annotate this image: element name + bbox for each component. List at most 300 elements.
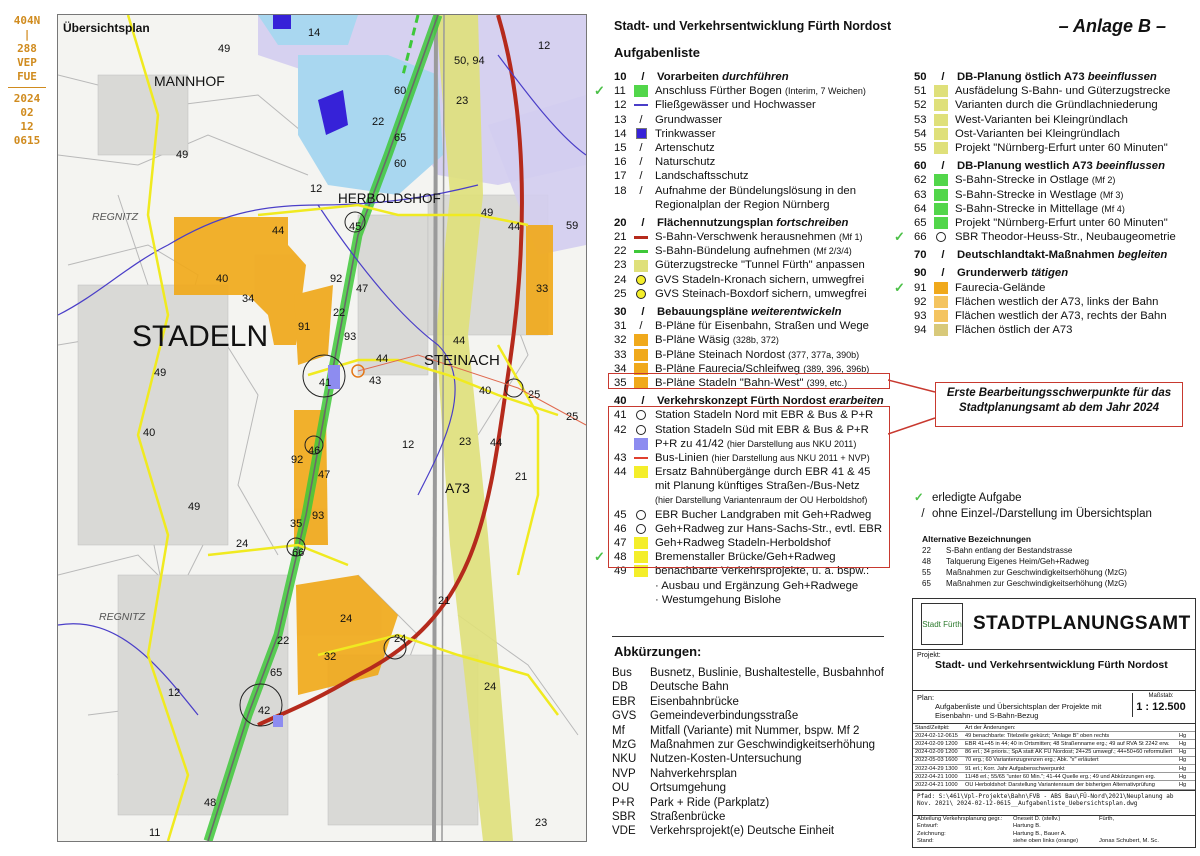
task-item [914, 84, 1194, 98]
task-number: 63 [914, 188, 927, 201]
task-number: 20 [614, 216, 627, 229]
map-number: 34 [242, 293, 255, 305]
slash-icon: / [639, 141, 643, 154]
slash-icon: / [639, 156, 643, 169]
project-name: Stadt- und Verkehrsentwicklung Fürth Nordost [935, 659, 1168, 671]
task-item [614, 169, 904, 183]
map-number: 47 [318, 469, 331, 481]
task-item [614, 579, 904, 593]
map-number: 12 [310, 183, 323, 195]
map-number: 40 [216, 273, 229, 285]
task-label: Station Stadeln Süd mit EBR & Bus & P+R [655, 423, 869, 436]
task-text [655, 287, 867, 301]
task-item [614, 127, 904, 141]
blank-spacer [634, 199, 648, 211]
abbreviation-item [612, 781, 884, 795]
abbreviation-key: P+R [612, 796, 635, 809]
alt-key: 65 [922, 579, 931, 588]
task-label: S-Bahn-Strecke in Ostlage [955, 174, 1092, 187]
change-log-table [913, 724, 1195, 790]
overview-map[interactable] [57, 14, 587, 842]
task-list-title: Aufgabenliste [614, 45, 700, 60]
abbreviation-item [612, 695, 884, 709]
slash-icon: / [921, 508, 925, 520]
task-number: 30 [614, 306, 627, 318]
map-number: 46 [308, 445, 321, 457]
task-text [655, 155, 715, 169]
signature-row [913, 838, 1195, 846]
task-label: Ausfädelung S-Bahn- und Güterzugstrecke [955, 85, 1171, 98]
map-number: 23 [456, 95, 469, 107]
blueline-swatch-icon [634, 99, 648, 111]
task-text [955, 323, 1072, 337]
abbreviation-key: EBR [612, 695, 636, 708]
task-label: Flächen westlich der A73, rechts der Bahn [955, 310, 1167, 322]
change-row [913, 756, 1195, 764]
file-path: S:\461\Vpl-Projekte\Bahn\FVB - ABS Bau\FÜ-Nord\2021\Neuplanung ab Nov. 2021\ 2024-02-12-0615__Aufgabenliste_Uebersichtsplan.dwg [917, 792, 1174, 807]
task-label: Projekt "Nürnberg-Erfurt unter 60 Minuten" [955, 216, 1168, 229]
slash-icon: / [941, 160, 945, 173]
map-number: 42 [258, 705, 271, 717]
task-text [955, 113, 1128, 127]
task-item [614, 155, 904, 169]
task-label: DB-Planung östlich A73 [957, 71, 1088, 83]
change-cell: EBR 41+45 in 44; 40 in Ortsmitten; 48 Straßenname erg.; 49 auf RVA St 2242 erw. [963, 740, 1177, 748]
map-number: 23 [535, 817, 548, 829]
task-text [657, 70, 789, 84]
alt-key: 55 [922, 568, 931, 577]
abbreviation-item [612, 680, 884, 694]
task-text [657, 305, 842, 319]
redline-swatch-icon [634, 231, 648, 243]
map-number: 44 [490, 437, 503, 449]
olive-swatch-icon [634, 260, 648, 272]
place-regnitz-south: REGNITZ [99, 611, 146, 623]
task-list-right [894, 66, 1194, 337]
task-number: 48 [614, 551, 627, 564]
check-icon: ✓ [914, 492, 924, 504]
abbreviation-value: Nahverkehrsplan [650, 767, 737, 780]
green-swatch-icon [934, 189, 948, 201]
task-text [657, 216, 848, 230]
task-label: Vorarbeiten [657, 71, 723, 83]
alt-item [922, 578, 1127, 589]
task-text [957, 70, 1157, 84]
abbreviation-key: Mf [612, 724, 625, 737]
task-text [955, 295, 1158, 309]
task-label: S-Bahn-Strecke in Mittellage [955, 202, 1102, 215]
task-number: 15 [614, 141, 627, 154]
yellow-circle-icon [634, 288, 648, 300]
legend-none: ohne Einzel-/Darstellung im Übersichtsplan [932, 508, 1152, 520]
olive-swatch-icon [934, 142, 948, 154]
task-item [614, 593, 904, 607]
stamp-code-line: 288 [17, 42, 37, 55]
map-number: 22 [277, 635, 290, 647]
alt-key: 22 [922, 546, 931, 555]
task-label: Aufnahme der Bündelungslösung in den [655, 184, 856, 197]
map-number: 25 [528, 389, 541, 401]
task-number: 45 [614, 508, 627, 521]
task-item [614, 287, 904, 301]
slash-icon: / [641, 216, 645, 229]
task-label: Landschaftsschutz [655, 170, 749, 183]
alt-item [922, 556, 1127, 567]
change-cell [1177, 724, 1195, 732]
task-number: 22 [614, 245, 627, 258]
plan-label: Plan: [917, 693, 935, 702]
task-label: Fließgewässer und Hochwasser [655, 99, 816, 112]
signature-cell [1099, 823, 1189, 831]
task-number: 32 [614, 334, 627, 347]
task-text [955, 230, 1176, 244]
stamp-date-line: 0615 [13, 134, 41, 147]
place-mannhof: MANNHOF [154, 73, 225, 89]
change-cell: 91 erl.; Korr. Jahr Aufgabenschwerpunkt [963, 764, 1177, 772]
project-label: Projekt: [917, 652, 941, 659]
task-number: 43 [614, 451, 627, 464]
change-row [913, 764, 1195, 772]
check-icon: ✓ [594, 83, 605, 99]
task-label: SBR Theodor-Heuss-Str., Neubaugeometrie [955, 231, 1176, 244]
task-text [955, 202, 1125, 216]
slash-icon: / [641, 71, 645, 83]
task-note: (Mf 4) [1101, 203, 1125, 214]
task-number: 17 [614, 170, 627, 183]
abbreviation-value: Gemeindeverbindungsstraße [650, 710, 799, 723]
task-number: 31 [614, 320, 627, 333]
annex-label: – Anlage B – [1058, 16, 1166, 36]
check-icon: ✓ [894, 229, 905, 245]
task-item [614, 198, 904, 212]
map-number: 35 [290, 518, 303, 530]
task-text [655, 127, 715, 141]
task-number: 93 [914, 310, 927, 322]
task-number: 66 [914, 231, 927, 244]
map-number: 40 [143, 427, 156, 439]
task-label: Bebauungspläne [657, 306, 752, 318]
slash-icon: / [641, 395, 645, 408]
task-note: (hier Darstellung aus NKU 2011 + NVP) [711, 452, 870, 463]
map-number: 49 [481, 207, 494, 219]
map-number: 91 [298, 321, 311, 333]
abbreviation-item [612, 824, 884, 838]
task-number: 50 [914, 71, 927, 83]
abbreviation-item [612, 738, 884, 752]
task-label: DB-Planung westlich A73 [957, 160, 1096, 173]
task-text [655, 273, 864, 287]
task-item [914, 202, 1194, 216]
task-text [655, 98, 816, 112]
green-swatch-icon [934, 217, 948, 229]
abbreviation-key: OU [612, 782, 630, 795]
task-label: · Ausbau und Ergänzung Geh+Radwege [655, 579, 859, 592]
task-text [655, 169, 749, 183]
change-row [913, 732, 1195, 740]
task-verb: tätigen [1031, 267, 1069, 280]
map-number: 12 [402, 439, 415, 451]
task-label: Verkehrskonzept Fürth Nordost [657, 395, 829, 408]
task-number: 10 [614, 71, 627, 83]
task-number: 91 [914, 281, 927, 294]
task-number: 60 [914, 160, 927, 173]
abbreviations-list [612, 666, 884, 839]
task-label: GVS Steinach-Boxdorf sichern, umwegfrei [655, 287, 867, 300]
task-note: (hier Darstellung Variantenraum der OU Herboldshof) [655, 495, 868, 506]
change-cell: 2024-02-09 1200 [913, 748, 963, 756]
task-label: Projekt "Nürnberg-Erfurt unter 60 Minuten" [955, 141, 1168, 154]
task-item [914, 127, 1194, 141]
signature-cell: Stand: [917, 838, 934, 844]
stamp-code-line: | [23, 28, 31, 41]
signatures [913, 816, 1195, 846]
task-text [955, 309, 1167, 323]
task-text [655, 348, 859, 362]
change-cell: 2022-04-21 1000 [913, 773, 963, 781]
title-block [912, 598, 1196, 848]
change-cell: 70 erg.; 60 Variantenzugrenzen erg.; Abk. "x" erläutert [963, 756, 1177, 764]
abbreviation-key: DB [612, 681, 628, 694]
office-name: STADTPLANUNGSAMT [973, 613, 1191, 634]
road-a73: A73 [445, 480, 470, 496]
task-number: 46 [614, 522, 627, 535]
tan-swatch-icon [934, 324, 948, 336]
stamp-date-line: 2024 [13, 92, 41, 105]
task-number: 18 [614, 184, 627, 197]
task-text [955, 281, 1045, 295]
change-row [913, 773, 1195, 781]
task-item [614, 230, 904, 244]
change-cell: Hg [1177, 781, 1195, 789]
task-item [914, 141, 1194, 155]
map-number: 49 [218, 43, 231, 55]
stamp-code-line: VEP [17, 56, 37, 69]
map-number: 49 [154, 367, 167, 379]
task-text [957, 266, 1068, 280]
task-verb: begleiten [1117, 249, 1168, 262]
task-item [894, 229, 1194, 245]
map-number: 48 [204, 797, 217, 809]
orange-swatch-icon [634, 349, 648, 361]
map-number: 24 [236, 538, 249, 550]
check-icon: ✓ [894, 279, 905, 295]
scale-value: 1 : 12.500 [1136, 701, 1186, 713]
place-regnitz-north: REGNITZ [92, 211, 139, 223]
legend-done: erledigte Aufgabe [932, 492, 1022, 504]
task-text [655, 579, 858, 593]
olive-swatch-icon [934, 128, 948, 140]
map-number: 65 [270, 667, 283, 679]
task-item [614, 98, 904, 112]
signature-cell: Oneseit D. (stellv.) [1013, 815, 1061, 822]
alt-value: S-Bahn entlang der Bestandstrasse [946, 546, 1073, 555]
task-note: (hier Darstellung aus NKU 2011) [726, 438, 857, 449]
task-number: 51 [914, 85, 927, 98]
abbreviation-key: GVS [612, 710, 637, 723]
slash-icon: / [639, 170, 643, 183]
task-label: Flächen östlich der A73 [955, 324, 1073, 337]
task-number: 53 [914, 113, 927, 126]
task-number: 23 [614, 259, 627, 272]
greenline-swatch-icon [634, 245, 648, 257]
abbreviations-title: Abkürzungen: [614, 644, 702, 659]
map-number: 44 [453, 335, 466, 347]
task-label: B-Pläne Steinach Nordost [655, 348, 789, 361]
alt-item [922, 567, 1127, 578]
task-verb: fortschreiben [776, 216, 849, 229]
task-text [655, 230, 863, 244]
task-number: 21 [614, 231, 627, 244]
change-cell: 49 benachbarte: Titelzeile gekürzt; "Anlage B" oben rechts [963, 732, 1177, 740]
map-number: 24 [340, 613, 353, 625]
task-item [614, 333, 904, 347]
task-number: 40 [614, 395, 627, 408]
abbreviation-item [612, 810, 884, 824]
task-verb: beeinflussen [1095, 160, 1165, 173]
map-number: 45 [349, 221, 362, 233]
task-text [655, 319, 869, 333]
task-item [914, 309, 1194, 323]
olive-swatch-icon [934, 114, 948, 126]
abbreviation-key: VDE [612, 825, 636, 838]
signature-cell: Hartung B. [1013, 823, 1041, 829]
task-label: Flächennutzungsplan [657, 216, 777, 229]
abbreviation-item [612, 709, 884, 723]
signature-row [913, 823, 1195, 831]
abbreviation-key: NVP [612, 767, 636, 780]
task-label: Grunderwerb [957, 267, 1032, 280]
map-number: 59 [566, 220, 579, 232]
task-item [914, 295, 1194, 309]
change-row [913, 748, 1195, 756]
lorange-swatch-icon [934, 310, 948, 322]
task-verb: weiterentwickeln [751, 306, 842, 318]
abbreviation-key: SBR [612, 811, 636, 824]
change-cell: Hg [1177, 740, 1195, 748]
alt-item [922, 545, 1127, 556]
alt-value: Talquerung Eigenes Heim/Geh+Radweg [946, 557, 1089, 566]
task-note: (Mf 3) [1099, 189, 1124, 200]
task-text [955, 98, 1158, 112]
green-swatch-icon [934, 174, 948, 186]
map-number: 33 [536, 283, 549, 295]
slash-icon: / [641, 306, 645, 318]
signature-row [913, 816, 1195, 824]
task-item [914, 266, 1194, 280]
task-text [955, 216, 1168, 230]
task-number: 54 [914, 127, 927, 140]
task-label: Flächen westlich der A73, links der Bahn [955, 295, 1159, 308]
task-label: · Westumgehung Bislohe [655, 593, 782, 606]
task-verb: beeinflussen [1087, 71, 1157, 83]
map-number: 11 [149, 827, 161, 839]
task-label: Grundwasser [655, 113, 723, 126]
task-note: (399, etc.) [806, 377, 848, 388]
change-cell: Hg [1177, 773, 1195, 781]
abbreviation-key: NKU [612, 753, 637, 766]
path-label: Pfad: [917, 792, 936, 800]
task-note: (Mf 2) [1091, 175, 1116, 186]
map-number: 25 [566, 411, 579, 423]
map-number: 49 [176, 149, 189, 161]
abbreviation-value: Eisenbahnbrücke [650, 695, 739, 708]
scale-label: Maßstab: [1148, 693, 1174, 699]
task-number: 90 [914, 267, 927, 280]
green-swatch-icon [634, 85, 648, 97]
priority-callout: Erste Bearbeitungsschwerpunkte für das Stadtplanungsamt ab dem Jahr 2024 [935, 382, 1183, 427]
abbreviation-value: Maßnahmen zur Geschwindigkeitserhöhung [650, 739, 876, 752]
task-label: B-Pläne Stadeln "Bahn-West" [655, 376, 807, 389]
task-label: Geh+Radweg zur Hans-Sachs-Str., evtl. EBR [655, 522, 882, 535]
task-note: (Interim, 7 Weichen) [784, 86, 866, 97]
task-label: Güterzugstrecke "Tunnel Fürth" anpassen [655, 259, 865, 272]
plan-stamp [2, 14, 52, 148]
task-number: 14 [614, 127, 627, 140]
map-number: 60 [394, 158, 407, 170]
change-cell: Art der Änderungen: [963, 724, 1177, 732]
task-label: Bus-Linien [655, 451, 712, 464]
check-icon: ✓ [594, 549, 605, 565]
highlight-task-34 [608, 373, 890, 389]
task-label: mit Planung künftiges Straßen-/Bus-Netz [655, 480, 860, 493]
map-number: 60 [394, 85, 407, 97]
map-number: 44 [508, 221, 521, 233]
signature-cell: siehe oben links (orange) [1013, 838, 1079, 844]
lorange-swatch-icon [934, 296, 948, 308]
task-label: B-Pläne Wäsig [655, 334, 733, 347]
green-swatch-icon [934, 203, 948, 215]
task-label: Trinkwasser [655, 127, 716, 140]
task-number: 41 [614, 409, 627, 422]
task-number: 11 [614, 85, 626, 98]
abbreviation-key: Bus [612, 667, 632, 679]
task-text [655, 593, 781, 607]
divider [612, 636, 884, 637]
task-label: S-Bahn-Verschwenk herausnehmen [655, 231, 839, 244]
abbreviation-item [612, 796, 884, 810]
task-item [614, 244, 904, 258]
task-number: 52 [914, 99, 927, 112]
task-label: Anschluss Fürther Bogen [655, 85, 785, 98]
abbreviation-value: Straßenbrücke [650, 811, 726, 824]
alt-value: Maßnahmen zur Geschwindigkeitserhöhung (MzG) [946, 568, 1127, 577]
task-label: Deutschlandtakt-Maßnahmen [957, 249, 1118, 262]
yellow-circle-icon [634, 274, 648, 286]
change-cell: Hg [1177, 748, 1195, 756]
circle-icon [934, 231, 948, 243]
task-text [655, 84, 866, 98]
place-stadeln: STADELN [132, 320, 269, 353]
signature-cell: Entwurf: [917, 823, 939, 829]
task-text [955, 173, 1115, 187]
place-steinach: STEINACH [424, 352, 500, 369]
change-cell: 2022-05-03 1600 [913, 756, 963, 764]
task-verb: durchführen [722, 71, 789, 83]
change-cell: Hg [1177, 732, 1195, 740]
task-number: 16 [614, 156, 627, 169]
abbreviation-value: Busnetz, Buslinie, Bushaltestelle, Busbahnhof [650, 667, 884, 679]
alt-value: Maßnahmen zur Geschwindigkeitserhöhung (MzG) [946, 579, 1127, 588]
map-number: 21 [438, 595, 451, 607]
task-item [914, 248, 1194, 262]
task-label: Ersatz Bahnübergänge durch EBR 41 & 45 [655, 466, 871, 479]
task-item [914, 323, 1194, 337]
task-item [614, 319, 904, 333]
task-label: West-Varianten bei Kleingründlach [955, 113, 1128, 126]
task-text [655, 244, 852, 258]
task-text [957, 159, 1165, 173]
map-number: 66 [292, 547, 305, 559]
